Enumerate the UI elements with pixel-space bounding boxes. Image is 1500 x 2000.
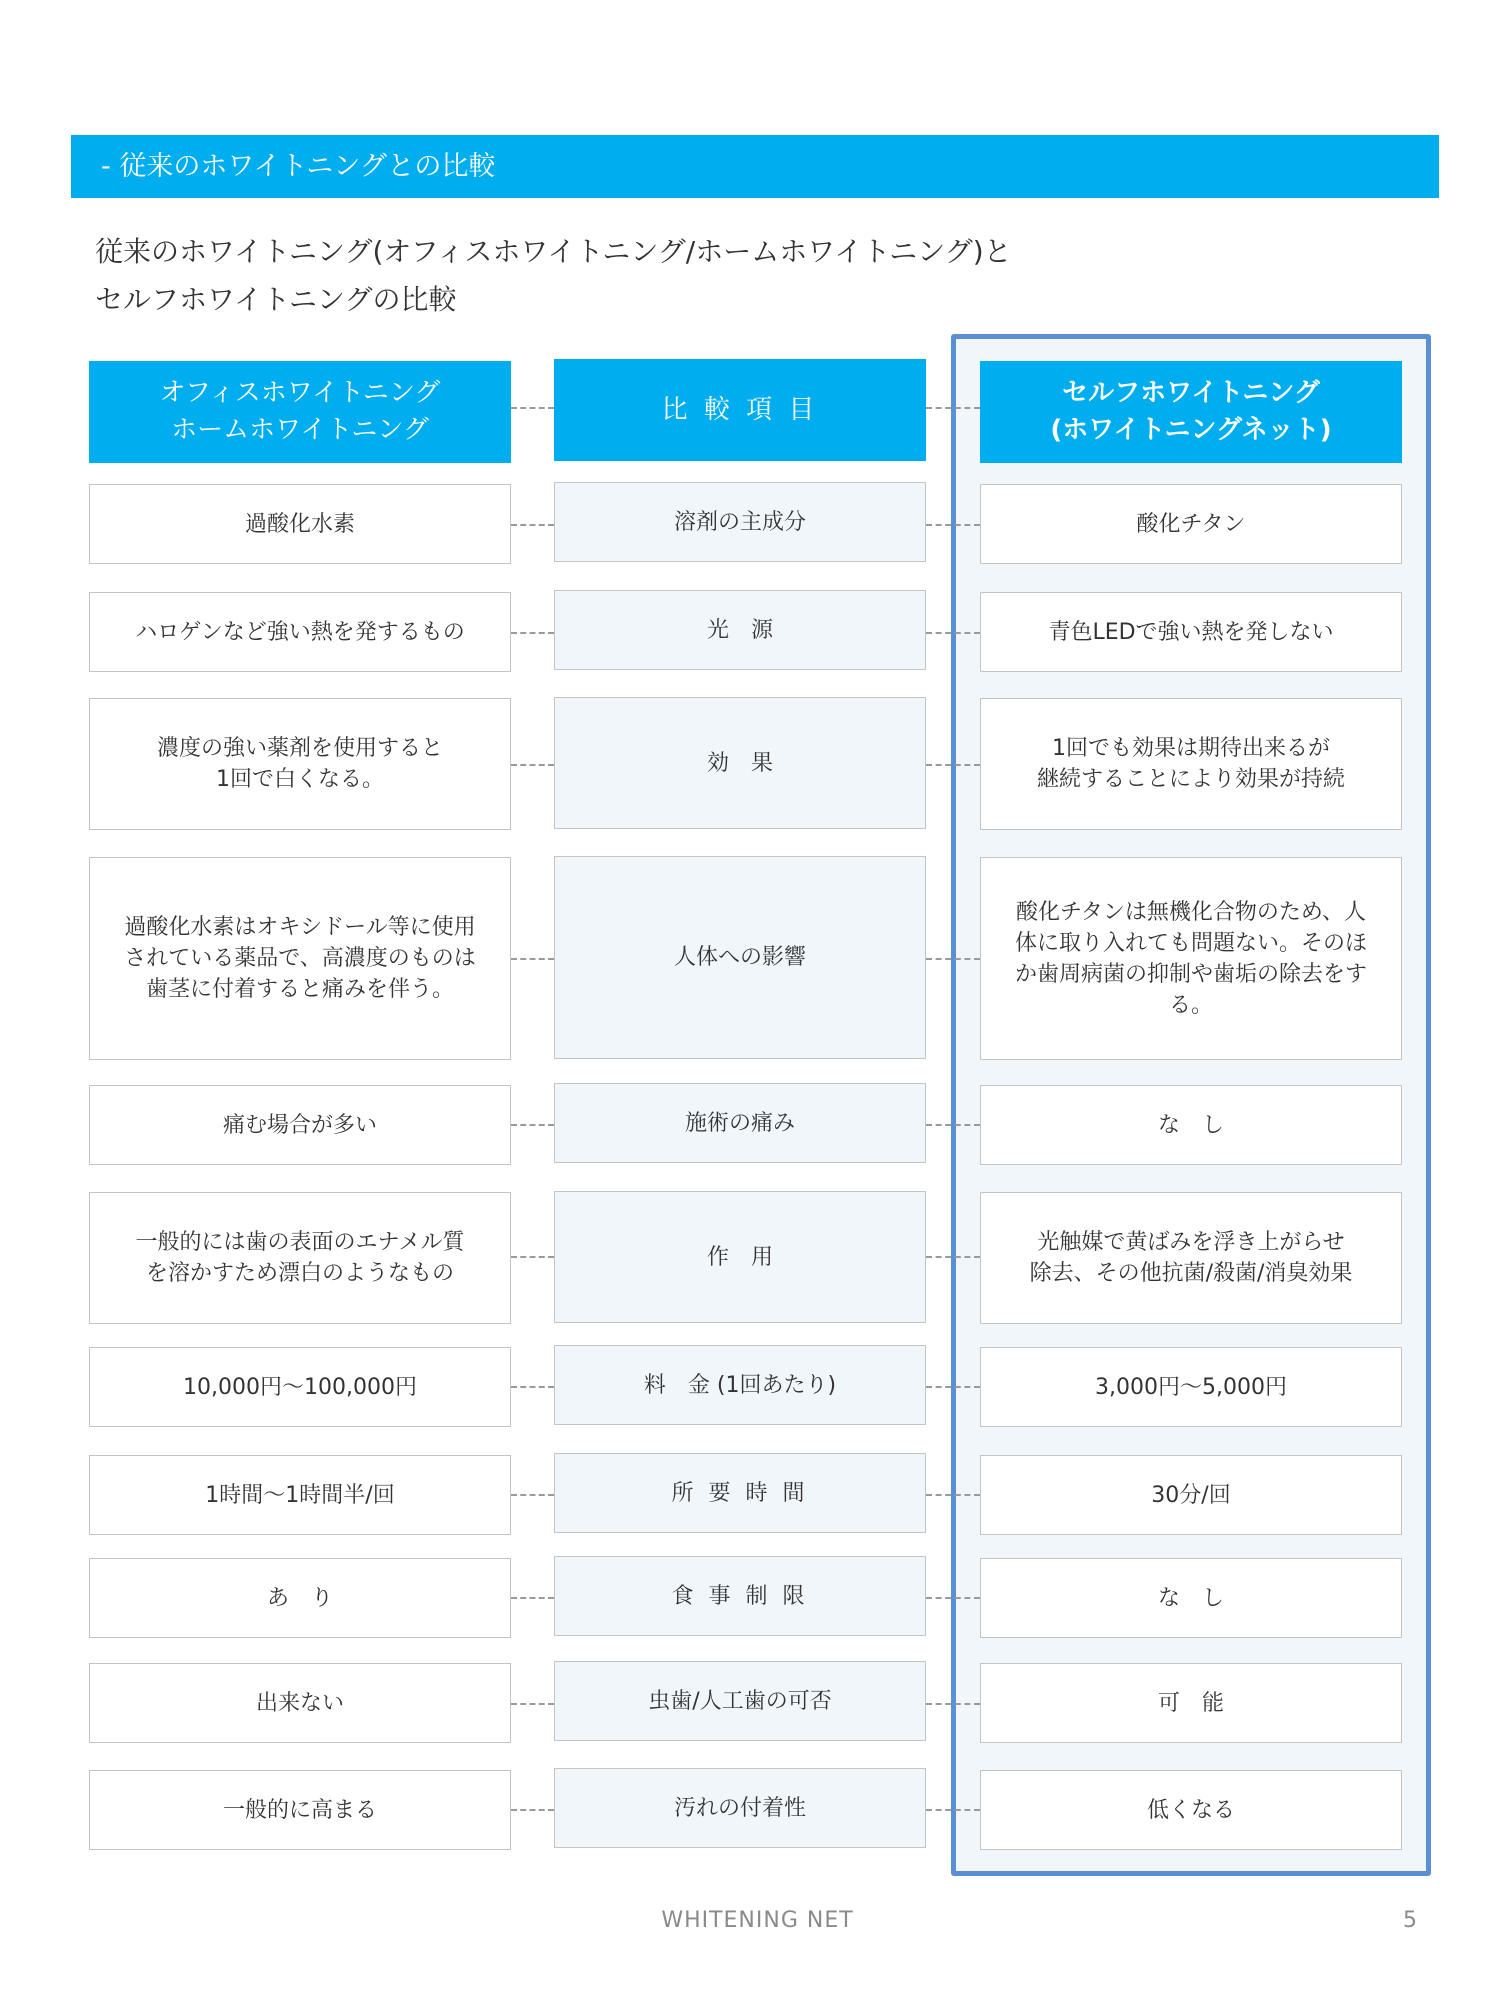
conventional-value: 一般的には歯の表面のエナメル質 を溶かすため漂白のようなもの bbox=[89, 1192, 511, 1324]
intro-line-1: 従来のホワイトニング(オフィスホワイトニング/ホームホワイトニング)と bbox=[95, 235, 1012, 268]
comparison-item: 作 用 bbox=[554, 1191, 926, 1323]
connector bbox=[511, 1597, 554, 1599]
intro-line-2: セルフホワイトニングの比較 bbox=[95, 283, 457, 316]
self-whitening-value: 30分/回 bbox=[980, 1455, 1402, 1535]
intro-text bbox=[95, 228, 1012, 324]
connector-header-right bbox=[926, 407, 980, 409]
self-whitening-value: 低くなる bbox=[980, 1770, 1402, 1850]
connector bbox=[926, 632, 980, 634]
comparison-item: 虫歯/人工歯の可否 bbox=[554, 1661, 926, 1741]
conventional-value: 10,000円～100,000円 bbox=[89, 1347, 511, 1427]
self-whitening-value: 1回でも効果は期待出来るが 継続することにより効果が持続 bbox=[980, 698, 1402, 830]
conventional-value: あ り bbox=[89, 1558, 511, 1638]
comparison-item: 効 果 bbox=[554, 697, 926, 829]
connector bbox=[511, 958, 554, 960]
self-whitening-value: 酸化チタン bbox=[980, 484, 1402, 564]
page-number: 5 bbox=[1403, 1908, 1417, 1933]
connector bbox=[926, 958, 980, 960]
connector bbox=[926, 1386, 980, 1388]
self-whitening-value: 3,000円～5,000円 bbox=[980, 1347, 1402, 1427]
comparison-item: 食 事 制 限 bbox=[554, 1556, 926, 1636]
connector bbox=[511, 632, 554, 634]
comparison-item: 所 要 時 間 bbox=[554, 1453, 926, 1533]
connector bbox=[511, 1256, 554, 1258]
self-whitening-value: 光触媒で黄ばみを浮き上がらせ 除去、その他抗菌/殺菌/消臭効果 bbox=[980, 1192, 1402, 1324]
connector bbox=[926, 1494, 980, 1496]
comparison-item: 料 金 (1回あたり) bbox=[554, 1345, 926, 1425]
connector bbox=[926, 1597, 980, 1599]
conventional-value: 痛む場合が多い bbox=[89, 1085, 511, 1165]
footer-brand: WHITENING NET bbox=[661, 1908, 854, 1933]
connector bbox=[511, 1809, 554, 1811]
conventional-value: 濃度の強い薬剤を使用すると 1回で白くなる。 bbox=[89, 698, 511, 830]
self-whitening-value: 可 能 bbox=[980, 1663, 1402, 1743]
connector-header-left bbox=[511, 407, 554, 409]
self-whitening-value: な し bbox=[980, 1558, 1402, 1638]
connector bbox=[926, 1256, 980, 1258]
connector bbox=[926, 764, 980, 766]
conventional-value: 出来ない bbox=[89, 1663, 511, 1743]
header-comparison-item: 比 較 項 目 bbox=[554, 359, 926, 461]
connector bbox=[926, 1703, 980, 1705]
connector bbox=[511, 1703, 554, 1705]
self-whitening-value: 青色LEDで強い熱を発しない bbox=[980, 592, 1402, 672]
section-title: - 従来のホワイトニングとの比較 bbox=[101, 151, 496, 182]
conventional-value: ハロゲンなど強い熱を発するもの bbox=[89, 592, 511, 672]
conventional-value: 一般的に高まる bbox=[89, 1770, 511, 1850]
comparison-item: 人体への影響 bbox=[554, 856, 926, 1059]
self-whitening-value: な し bbox=[980, 1085, 1402, 1165]
comparison-item: 汚れの付着性 bbox=[554, 1768, 926, 1848]
connector bbox=[926, 1809, 980, 1811]
header-conventional-whitening: オフィスホワイトニング ホームホワイトニング bbox=[89, 361, 511, 463]
connector bbox=[511, 524, 554, 526]
connector bbox=[926, 1124, 980, 1126]
conventional-value: 過酸化水素はオキシドール等に使用されている薬品で、高濃度のものは歯茎に付着すると痛みを伴う。 bbox=[89, 857, 511, 1060]
header-self-whitening: セルフホワイトニング (ホワイトニングネット) bbox=[980, 361, 1402, 463]
self-whitening-value: 酸化チタンは無機化合物のため、人体に取り入れても問題ない。そのほか歯周病菌の抑制や歯垢の除去をする。 bbox=[980, 857, 1402, 1060]
connector bbox=[511, 1386, 554, 1388]
comparison-item: 施術の痛み bbox=[554, 1083, 926, 1163]
conventional-value: 過酸化水素 bbox=[89, 484, 511, 564]
comparison-item: 光 源 bbox=[554, 590, 926, 670]
connector bbox=[511, 1494, 554, 1496]
section-header-bar bbox=[71, 135, 1439, 198]
connector bbox=[926, 524, 980, 526]
connector bbox=[511, 764, 554, 766]
conventional-value: 1時間～1時間半/回 bbox=[89, 1455, 511, 1535]
connector bbox=[511, 1124, 554, 1126]
comparison-item: 溶剤の主成分 bbox=[554, 482, 926, 562]
